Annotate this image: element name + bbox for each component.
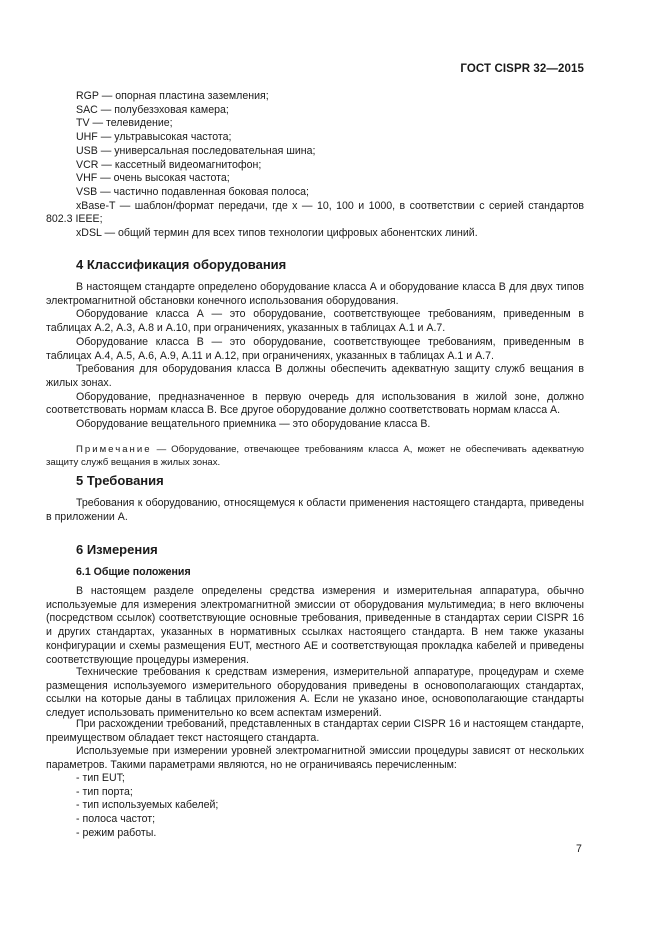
section-4-note bbox=[46, 443, 584, 469]
abbreviation-xbase: xBase-T — шаблон/формат передачи, где х — 10, 100 и 1000, в соответствии с серией стандартов 802.3 IEEE; bbox=[46, 199, 584, 226]
section-5-paragraph: Требования к оборудованию, относящемуся к области применения настоящего стандарта, приведены в приложении А. bbox=[46, 497, 584, 523]
list-item: - тип используемых кабелей; bbox=[76, 799, 219, 812]
section-4-paragraph: Оборудование вещательного приемника — это оборудование класса В. bbox=[76, 418, 431, 430]
standard-header: ГОСТ CISPR 32—2015 bbox=[460, 63, 584, 75]
page-number: 7 bbox=[576, 843, 582, 855]
abbreviation-item: VCR — кассетный видеомагнитофон; bbox=[76, 158, 262, 171]
list-item: - тип порта; bbox=[76, 785, 133, 798]
section-4-paragraph: Оборудование класса В — это оборудование, соответствующее требованиям, приведенным в таблицах А.4, А.5, А.6, А.9, А.11 и А.12, при ограничениях, указанных в таблицах А.1 и А.7. bbox=[46, 335, 584, 362]
list-item: - полоса частот; bbox=[76, 813, 156, 826]
section-6-paragraph: Используемые при измерении уровней электромагнитной эмиссии процедуры зависят от нескольких параметров. Такими параметрами являются, но не ограничиваясь перечисленным: bbox=[46, 745, 584, 771]
abbreviation-item: UHF — ультравысокая частота; bbox=[76, 131, 232, 144]
section-6-1-title: 6.1 Общие положения bbox=[76, 566, 191, 578]
section-4-paragraph: Оборудование класса А — это оборудование, соответствующее требованиям, приведенным в таблицах А.2, А.3, А.8 и А.10, при ограничениях, указанных в таблицах А.1 и А.7. bbox=[46, 308, 584, 335]
section-6-title: 6 Измерения bbox=[76, 542, 158, 557]
abbreviation-item: VHF — очень высокая частота; bbox=[76, 172, 230, 185]
section-4-title: 4 Классификация оборудования bbox=[76, 257, 287, 272]
abbreviation-item: SAC — полубезэховая камера; bbox=[76, 103, 229, 116]
section-4-paragraph: Требования для оборудования класса В должны обеспечить адекватную защиту служб вещания в жилых зонах. bbox=[46, 363, 584, 389]
section-6-paragraph: В настоящем разделе определены средства измерения и измерительная аппаратура, обычно используемые для измерения электромагнитной эмиссии от оборудования мультимедиа; в него включены (посредством ссылок) соответствующие основные требования, приведенные в стандартах серии CISPR 16 и других стандартах, указанных в нормативных ссылках настоящего стандарта. В нем также указаны конфигурации и схемы размещения EUT, местного АЕ и соответствующая прокладка кабелей и приведены соответствующие процедуры измерения. bbox=[46, 585, 584, 666]
section-6-paragraph: При расхождении требований, представленных в стандартах серии CISPR 16 и настоящем стандарте, преимуществом обладает текст настоящего стандарта. bbox=[46, 718, 584, 744]
note-text: — Оборудование, отвечающее требованиям класса А, может не обеспечивать адекватную защиту служб вещания в жилых зонах. bbox=[46, 443, 585, 468]
section-6-paragraph: Технические требования к средствам измерения, измерительной аппаратуре, процедурам и схеме размещения используемого измерительного оборудования приведены в основополагающих стандартах, ссылки на которые даны в таблицах приложения А. Если не указано иное, основополагающие стандарты следует использовать применительно ко всем аспектам измерений. bbox=[46, 666, 584, 720]
section-4-paragraph: В настоящем стандарте определено оборудование класса А и оборудование класса В для двух типов электромагнитной обстановки конечного использования оборудования. bbox=[46, 281, 584, 307]
abbreviation-xdsl: xDSL — общий термин для всех типов технологии цифровых абонентских линий. bbox=[76, 227, 478, 239]
list-item: - режим работы. bbox=[76, 826, 157, 839]
section-4-paragraph: Оборудование, предназначенное в первую очередь для использования в жилой зоне, должно соответствовать нормам класса В. Все другое оборудование должно соответствовать нормам класса А. bbox=[46, 390, 584, 417]
abbreviation-item: RGP — опорная пластина заземления; bbox=[76, 90, 269, 102]
section-5-title: 5 Требования bbox=[76, 473, 164, 488]
abbreviation-item: VSB — частично подавленная боковая полоса; bbox=[76, 185, 309, 198]
note-label: Примечание bbox=[76, 443, 152, 455]
abbreviation-item: USB — универсальная последовательная шина; bbox=[76, 144, 316, 157]
abbreviation-item: TV — телевидение; bbox=[76, 117, 173, 130]
list-item: - тип EUT; bbox=[76, 772, 125, 784]
